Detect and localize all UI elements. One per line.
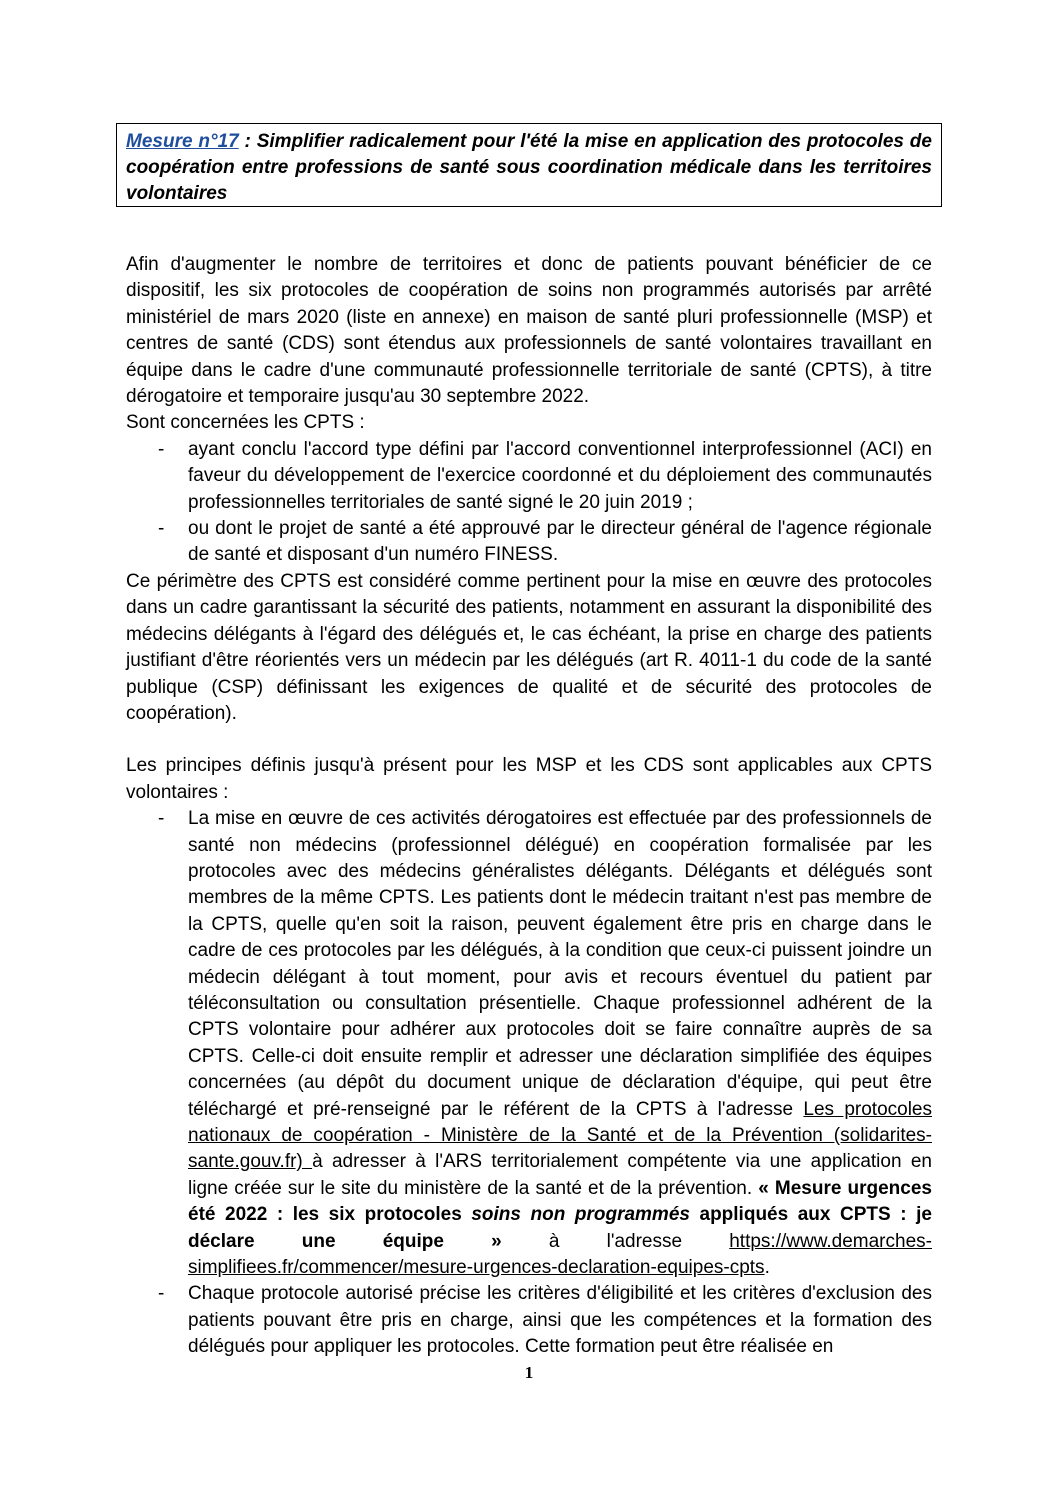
intro-paragraph: Afin d'augmenter le nombre de territoires et donc de patients pouvant bénéficier de ce dispositif, les six protocoles de coopération de soins non programmés autorisés par arrêté ministériel de mars 2020 (liste en annexe) en maison de santé pluri professionnelle (MSP) et centres de santé (CDS) sont étendus aux professionnels de santé volontaires travaillant en équipe dans le cadre d'une communauté professionnelle territoriale de santé (CPTS), à titre dérogatoire et temporaire jusqu'au 30 septembre 2022. <box>126 254 932 408</box>
bold-quote-text: appliqués aux CPTS : je déclare une équipe » <box>188 1204 932 1252</box>
principles-list <box>126 806 932 1361</box>
list-item-text: ayant conclu l'accord type défini par l'accord conventionnel interprofessionnel (ACI) en faveur du développement de l'exercice coordonné et du déploiement des communautés professionnelles territoriales de santé signé le 20 juin 2019 ; <box>188 438 932 513</box>
bold-italic-text: soins non programmés <box>471 1204 690 1226</box>
list-item-text: . <box>764 1257 770 1279</box>
list-item-text: ou dont le projet de santé a été approuvé par le directeur général de l'agence régionale de santé et disposant d'un numéro FINESS. <box>188 518 932 566</box>
list-dash: - <box>158 518 165 540</box>
list-item-text: à l'adresse <box>501 1230 730 1252</box>
list-item-text: La mise en œuvre de ces activités dérogatoires est effectuée par des professionnels de santé non médecins (professionnel délégué) en coopération formalisée par les protocoles avec des médecins généralistes délégants. Délégants et délégués sont membres de la même CPTS. Les patients dont le médecin traitant n'est pas membre de la CPTS, quelle qu'en soit la raison, peuvent également être pris en charge dans le cadre de ces protocoles par les délégués, à la condition que ceux-ci puissent joindre un médecin délégant à tout moment, pour avis et recours éventuel du patient par téléconsultation ou consultation présentielle. Chaque professionnel adhérent de la CPTS volontaire pour adhérer aux protocoles doit se faire connaître auprès de sa CPTS. Celle-ci doit ensuite remplir et adresser une déclaration simplifiée des équipes concernées (au dépôt du document unique de déclaration d'équipe, qui peut être téléchargé et pré-renseigné par le référent de la CPTS à l'adresse <box>188 808 932 1120</box>
list-item-text: à adresser à l'ARS territorialement compétente via une application en ligne créée sur le site du ministère de la santé et de la prévention. <box>188 1151 932 1199</box>
page-number: 1 <box>524 1363 534 1382</box>
bold-quote-text: « Mesure urgences été 2022 : les six protocoles <box>188 1177 932 1226</box>
list-item-text: Chaque protocole autorisé précise les critères d'éligibilité et les critères d'exclusion des patients pouvant être pris en charge, ainsi que les compétences et la formation des délégués pour appliquer les protocoles. Cette formation peut être réalisée en <box>188 1283 932 1358</box>
list-dash: - <box>158 808 165 830</box>
document-body <box>126 252 932 1361</box>
cpts-concerned-heading: Sont concernées les CPTS : <box>126 412 365 434</box>
measure-number-link[interactable]: Mesure n°17 <box>126 131 239 152</box>
cpts-criteria-list <box>126 437 932 569</box>
list-item <box>126 1281 932 1360</box>
list-dash: - <box>158 1283 165 1305</box>
list-item <box>126 516 932 569</box>
list-item <box>126 806 932 1281</box>
demarches-link[interactable]: https://www.demarches-simplifiees.fr/commencer/mesure-urgences-declaration-equipes-cpts <box>188 1230 932 1279</box>
perimeter-paragraph: Ce périmètre des CPTS est considéré comme pertinent pour la mise en œuvre des protocoles dans un cadre garantissant la sécurité des patients, notamment en assurant la disponibilité des médecins délégants à l'égard des délégués et, le cas échéant, la prise en charge des patients justifiant d'être réorientés vers un médecin par les délégués (art R. 4011-1 du code de la santé publique (CSP) définissant les exigences de qualité et de sécurité des protocoles de coopération). <box>126 570 932 724</box>
principles-paragraph: Les principes définis jusqu'à présent pour les MSP et les CDS sont applicables aux CPTS volontaires : <box>126 755 932 803</box>
list-item <box>126 437 932 516</box>
measure-title-box <box>116 123 942 207</box>
protocols-link[interactable]: Les protocoles nationaux de coopération - Ministère de la Santé et de la Prévention (solidarites-sante.gouv.fr) <box>188 1098 932 1173</box>
measure-title-text: : Simplifier radicalement pour l'été la mise en application des protocoles de coopération entre professions de santé sous coordination médicale dans les territoires volontaires <box>126 131 932 204</box>
list-dash: - <box>158 438 165 460</box>
